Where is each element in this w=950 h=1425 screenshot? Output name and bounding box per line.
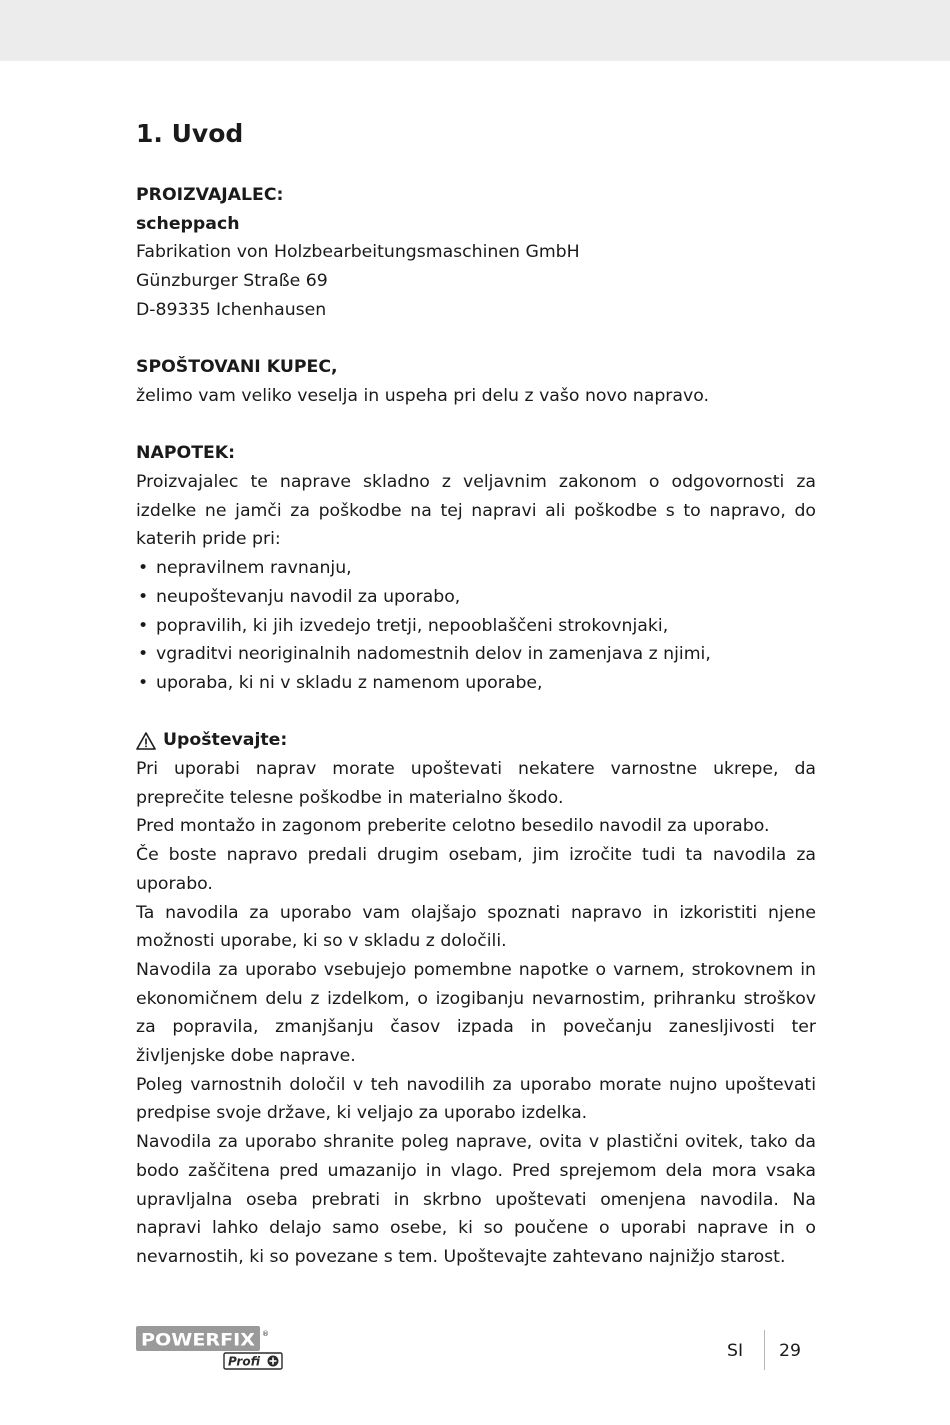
bullet-icon: • xyxy=(138,586,149,607)
list-item: • nepravilnem ravnanju, xyxy=(136,554,816,583)
manufacturer-brand: scheppach xyxy=(136,213,240,234)
manufacturer-heading: PROIZVAJALEC: xyxy=(136,185,284,205)
caution-heading-row xyxy=(136,726,816,755)
address-line: Günzburger Straße 69 xyxy=(136,271,328,292)
caution-paragraph: Navodila za uporabo vsebujejo pomembne napotke o varnem, strokovnem in ekonomičnem delu z izdelkom, o izogibanju nevarnostim, prihranku stroškov za popravila, zmanjšanju časov izpada in povečanju zanesljivosti ter življenjske dobe naprave. xyxy=(136,959,816,1067)
note-heading: NAPOTEK: xyxy=(136,443,236,464)
list-item: • uporaba, ki ni v skladu z namenom uporabe, xyxy=(136,669,816,698)
list-item: • vgraditvi neoriginalnih nadomestnih delov in zamenjava z njimi, xyxy=(136,640,816,669)
page-content xyxy=(136,115,816,1272)
bullet-icon: • xyxy=(138,615,149,636)
logo-main-text: POWERFIX xyxy=(141,1330,255,1351)
list-item: • popravilih, ki jih izvedejo tretji, nepooblaščeni strokovnjaki, xyxy=(136,612,816,641)
bullet-icon: • xyxy=(138,644,149,665)
note-intro: Proizvajalec te naprave skladno z veljavnim zakonom o odgovornosti za izdelke ne jamči za poškodbe na tej napravi ali poškodbe s to napravo, do katerih pride pri: xyxy=(136,472,816,550)
footer-language: SI xyxy=(727,1341,744,1361)
caution-paragraph: Pred montažo in zagonom preberite celotno besedilo navodil za uporabo. xyxy=(136,816,770,837)
powerfix-logo xyxy=(136,1326,286,1372)
caution-paragraph: Če boste napravo predali drugim osebam, jim izročite tudi ta navodila za uporabo. xyxy=(136,845,816,894)
note-bullet-list xyxy=(136,554,816,698)
list-item: • neupoštevanju navodil za uporabo, xyxy=(136,583,816,612)
warning-triangle-icon xyxy=(136,731,156,751)
manufacturer-section xyxy=(136,181,816,325)
caution-section xyxy=(136,726,816,1271)
customer-section xyxy=(136,353,816,410)
top-band xyxy=(0,0,950,61)
logo-sub-text: Profi xyxy=(228,1354,261,1369)
address-line: D-89335 Ichenhausen xyxy=(136,299,327,320)
footer-divider xyxy=(764,1330,765,1370)
page-title: 1. Uvod xyxy=(136,119,244,148)
bullet-icon: • xyxy=(138,558,149,579)
customer-text: želimo vam veliko veselja in uspeha pri delu z vašo novo napravo. xyxy=(136,385,709,406)
caution-paragraph: Ta navodila za uporabo vam olajšajo spoznati napravo in izkoristiti njene možnosti uporabe, ki so v skladu z določili. xyxy=(136,902,816,952)
caution-paragraph: Pri uporabi naprav morate upoštevati nekatere varnostne ukrepe, da preprečite telesne poškodbe in materialno škodo. xyxy=(136,759,816,808)
caution-heading: Upoštevajte: xyxy=(163,730,288,751)
customer-heading: SPOŠTOVANI KUPEC, xyxy=(136,357,338,378)
caution-paragraph: Navodila za uporabo shranite poleg naprave, ovita v plastični ovitek, tako da bodo zaščitena pred umazanijo in vlago. Pred sprejemom dela mora vsaka upravljalna oseba prebrati in skrbno upoštevati omenjena navodila. Na napravi lahko delajo samo osebe, ki so poučene o uporabi naprave in o nevarnostih, ki so povezane s tem. Upoštevajte zahtevano najnižjo starost. xyxy=(136,1132,816,1267)
svg-text:®: ® xyxy=(262,1330,269,1338)
note-section xyxy=(136,439,816,697)
caution-paragraph: Poleg varnostnih določil v teh navodilih za uporabo morate nujno upoštevati predpise svoje države, ki veljajo za uporabo izdelka. xyxy=(136,1074,816,1124)
page-number: 29 xyxy=(779,1341,801,1361)
address-line: Fabrikation von Holzbearbeitungsmaschinen GmbH xyxy=(136,242,580,263)
bullet-icon: • xyxy=(138,672,149,693)
